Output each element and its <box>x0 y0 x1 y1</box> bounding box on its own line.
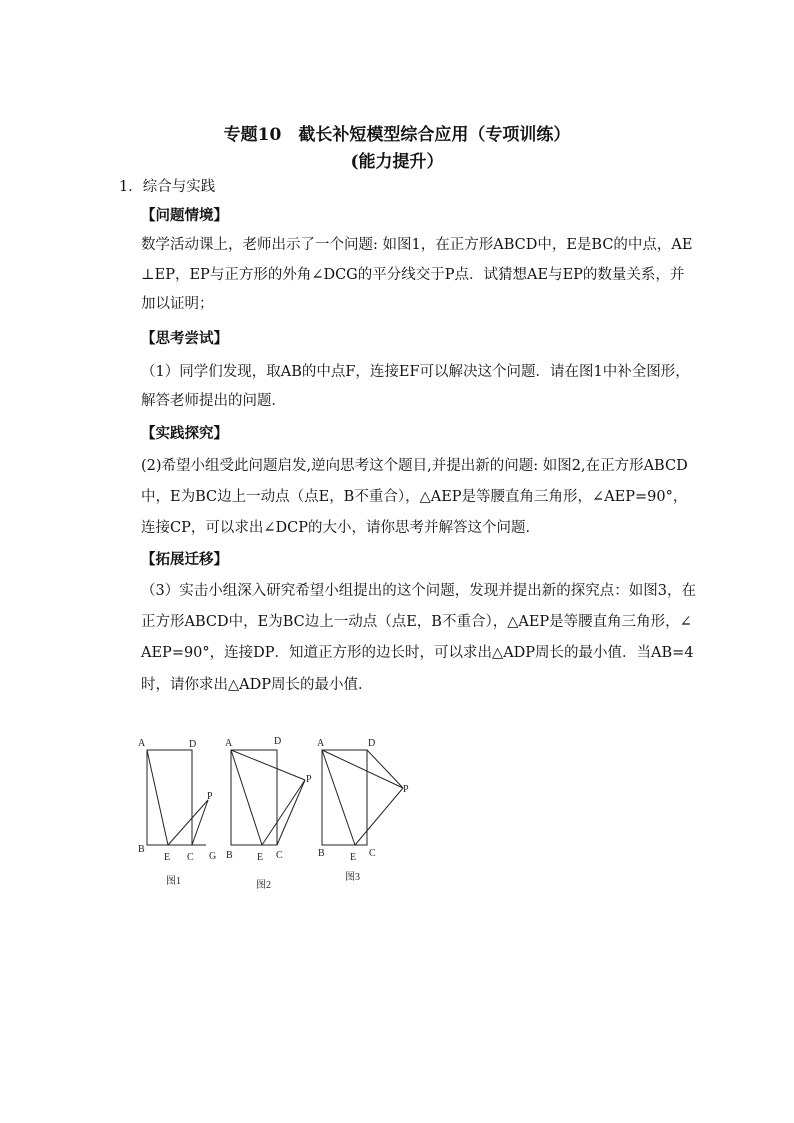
label-c: C <box>276 850 283 861</box>
segment-ep <box>262 780 305 845</box>
problem-number: 1．综合与实践 <box>119 179 216 195</box>
label-g: G <box>209 851 217 862</box>
title-sub: (能力提升） <box>350 152 444 172</box>
text-line: 正方形ABCD中，E为BC边上一动点（点E，B不重合），△AEP是等腰直角三角形，∠ <box>141 614 692 630</box>
label-c: C <box>369 848 376 859</box>
figure-caption: 图2 <box>256 880 271 891</box>
segment-cp <box>192 800 208 845</box>
segment-dp <box>367 750 403 788</box>
square-abcd <box>231 750 277 845</box>
section-heading-extend: 【拓展迁移】 <box>141 551 228 568</box>
label-b: B <box>226 850 233 861</box>
label-p: P <box>207 791 213 802</box>
text-line: 中，E为BC边上一动点（点E，B不重合），△AEP是等腰直角三角形，∠AEP=90°， <box>141 489 688 505</box>
text-line: 时，请你求出△ADP周长的最小值． <box>141 677 373 693</box>
label-a: A <box>317 738 325 749</box>
figure-caption: 图1 <box>166 876 181 887</box>
text-line: AEP=90°，连接DP．知道正方形的边长时，可以求出△ADP周长的最小值．当AB=4 <box>141 645 694 661</box>
label-a: A <box>225 738 233 749</box>
section-heading-practice: 【实践探究】 <box>141 425 228 442</box>
label-e: E <box>257 852 264 863</box>
text-line: （3）实击小组深入研究希望小组提出的这个问题，发现并提出新的探究点：如图3，在 <box>141 583 696 599</box>
label-d: D <box>189 739 197 750</box>
figure-1 <box>147 750 208 845</box>
label-d: D <box>274 736 282 747</box>
segment-ap <box>322 750 403 788</box>
section-heading-situation: 【问题情境】 <box>141 207 228 224</box>
figure-2 <box>231 750 305 845</box>
label-c: C <box>187 852 194 863</box>
segment-ae <box>147 750 168 845</box>
text-line: （1）同学们发现，取AB的中点F，连接EF可以解决这个问题．请在图1中补全图形， <box>141 364 690 380</box>
segment-ep <box>168 800 208 845</box>
label-p: P <box>306 774 312 785</box>
title-main: 专题10 截长补短模型综合应用（专项训练） <box>223 125 571 145</box>
square-abcd <box>147 750 192 845</box>
section-heading-try: 【思考尝试】 <box>141 330 228 347</box>
label-p: P <box>403 784 409 795</box>
figure-3 <box>322 750 403 845</box>
segment-ae <box>322 750 355 845</box>
text-line: (2)希望小组受此问题启发,逆向思考这个题目,并提出新的问题: 如图2,在正方形ABCD <box>141 458 688 474</box>
segment-ae <box>231 750 262 845</box>
figure-caption: 图3 <box>345 872 360 883</box>
text-line: 数学活动课上，老师出示了一个问题: 如图1，在正方形ABCD中，E是BC的中点，AE <box>141 237 693 253</box>
text-line: 连接CP，可以求出∠DCP的大小，请你思考并解答这个问题． <box>141 520 540 536</box>
label-b: B <box>138 844 145 855</box>
label-e: E <box>164 852 171 863</box>
label-d: D <box>368 738 376 749</box>
segment-ap <box>231 750 305 780</box>
segment-ep <box>355 788 403 845</box>
text-line: ⊥EP，EP与正方形的外角∠DCG的平分线交于P点．试猜想AE与EP的数量关系，并 <box>141 267 685 283</box>
text-line: 解答老师提出的问题． <box>141 393 286 409</box>
label-a: A <box>138 738 146 749</box>
square-abcd <box>322 750 367 845</box>
segment-cp <box>277 780 305 845</box>
label-e: E <box>350 852 357 863</box>
label-b: B <box>318 848 325 859</box>
text-line: 加以证明； <box>141 296 214 312</box>
